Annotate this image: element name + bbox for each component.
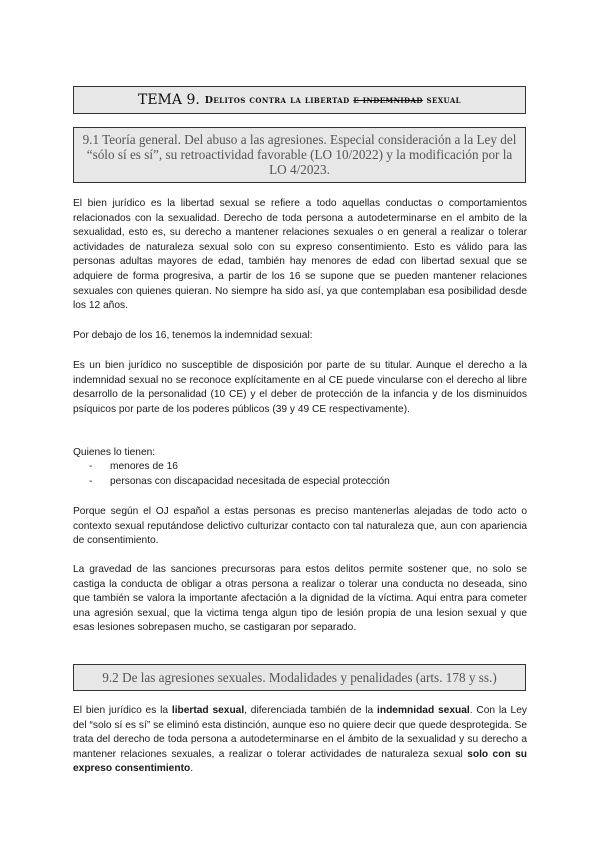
list-item-text: personas con discapacidad necesitada de especial protección — [110, 475, 390, 487]
holders-list — [89, 460, 509, 489]
list-marker: - — [89, 475, 93, 487]
paragraph-agresiones-bien-juridico — [73, 704, 527, 777]
bold-indemnidad-sexual: indemnidad sexual — [377, 705, 470, 716]
text-run: . — [190, 763, 194, 775]
bold-libertad-sexual: libertad sexual — [171, 705, 245, 716]
list-item — [89, 460, 509, 475]
topic-title-end: sexual — [422, 94, 461, 106]
text-run: El bien jurídico es la — [73, 705, 172, 716]
text-run: . Con la Ley del “solo sí es sí” se eliminó esta distinción, aunque eso no quiere decir que quede desprotegida. Se trata del derecho de toda persona a autodeterminarse en el ámbito de la sexualidad y su derecho a mantener relaciones sexuales, a realizar o tolerar actividades de naturaleza sexual — [73, 705, 527, 760]
paragraph-indemnidad-definition: Es un bien jurídico no susceptible de disposición por parte de su titular. Aunque el derecho a la indemnidad sexual no se reconoce explícitamente en al CE puede vincularse con el derecho al libre desarrollo de la personalidad (10 CE) y el deber de protección de la infancia y de los disminuidos psíquicos por parte de los poderes públicos (39 y 49 CE respectivamente). — [73, 360, 527, 415]
bold-consentimiento: solo con su expreso consentimiento — [73, 748, 527, 775]
paragraph-gravedad: La gravedad de las sanciones precursoras para estos delitos permite sostener que, no solo se castiga la conducta de obligar a otras persona a realizar o tolerar una conducta no deseada, sino que también se valora la importante afectación a la dignidad de la víctima. Aqui entra para cometer una agresión sexual, que la victima tenga algun tipo de lesión propia de una lesion sexual y que esas lesiones sobrepasen mucho, se castigaran por separado. — [73, 564, 527, 634]
paragraph-libertad-sexual: El bien jurídico es la libertad sexual se refiere a todo aquellas conductas o comportamientos relacionados con la sexualidad. Derecho de toda persona a autodeterminarse en el ambito de la sexualidad, esto es, su derecho a mantener relaciones sexuales o en general a realizar o tolerar actividades de naturaleza sexual solo con su expreso consentimiento. Esto es válido para las personas adultas mayores de edad, también hay menores de edad con libertad sexual que se adquiere de forma progresiva, a partir de los 16 se supone que se pueden mantener relaciones sexuales con quienes quieran. No siempre ha sido así, ya que contemplaban esa posibilidad desde los 12 años. — [73, 198, 527, 312]
topic-title-box — [73, 86, 526, 114]
section-heading-9-2: 9.2 De las agresiones sexuales. Modalidades y penalidades (arts. 178 y ss.) — [73, 664, 526, 691]
text-run: , diferenciada también de la — [244, 705, 378, 716]
list-item-text: menores de 16 — [110, 461, 178, 472]
list-marker: - — [89, 461, 93, 472]
section-heading-9-1: 9.1 Teoría general. Del abuso a las agresiones. Especial consideración a la Ley del “sólo sí es sí”, su retroactividad favorable (LO 10/2022) y la modificación por la LO 4/2023. — [73, 127, 526, 183]
list-item — [89, 475, 509, 490]
paragraph-indemnidad-intro: Por debajo de los 16, tenemos la indemnidad sexual: — [73, 330, 313, 341]
topic-title-part: Delitos contra la libertad — [204, 94, 354, 106]
paragraph-oj-espanol: Porque según el OJ español a estas personas es preciso mantenerlas alejadas de todo acto o contexto sexual reputándose delictivo culturizar contacto con tal naturaleza que, aun con apariencia de consentimiento. — [73, 506, 527, 547]
topic-number: TEMA 9. — [137, 92, 200, 108]
topic-title-struck: e indemnidad — [353, 94, 423, 106]
paragraph-quienes: Quienes lo tienen: — [73, 447, 156, 458]
topic-title — [205, 95, 461, 106]
